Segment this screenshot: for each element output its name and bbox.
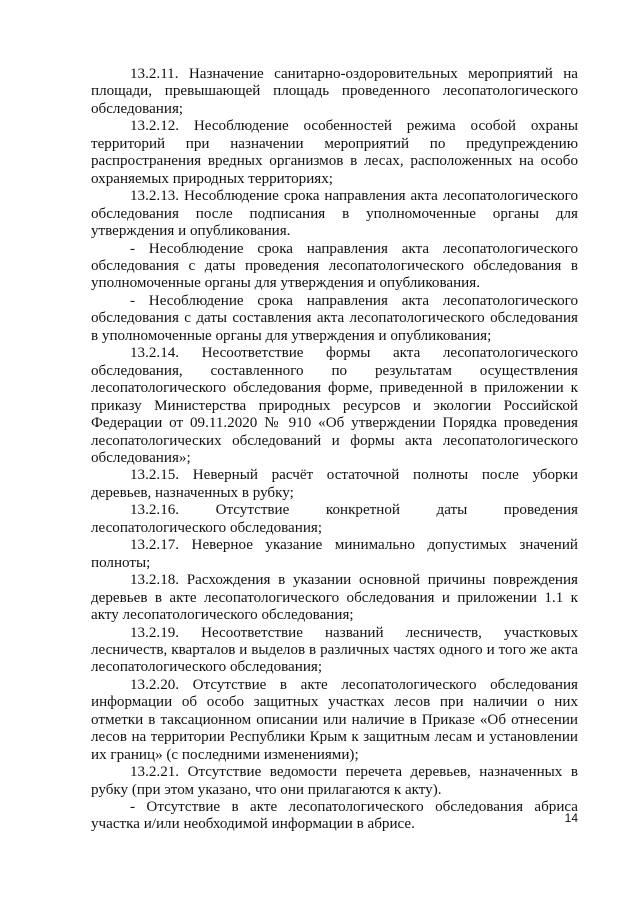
paragraph-13-2-19: 13.2.19. Несоответствие названий лесничеств, участковых лесничеств, кварталов и выделов в различных частях одного и того же акта лесопатологического обследования; (91, 624, 578, 676)
paragraph-13-2-15: 13.2.15. Неверный расчёт остаточной полноты после уборки деревьев, назначенных в рубку; (91, 467, 578, 501)
paragraph-13-2-16: 13.2.16. Отсутствие конкретной даты проведения лесопатологического обследования; (91, 502, 578, 536)
document-body (91, 66, 578, 834)
paragraph-13-2-18: 13.2.18. Расхождения в указании основной причины повреждения деревьев в акте лесопатологического обследования и приложении 1.1 к акту лесопатологического обследования; (91, 572, 578, 624)
paragraph-13-2-21: 13.2.21. Отсутствие ведомости перечета деревьев, назначенных в рубку (при этом указано, что они прилагаются к акту). (91, 764, 578, 798)
paragraph-13-2-20: 13.2.20. Отсутствие в акте лесопатологического обследования информации об особо защитных участках лесов при наличии о них отметки в таксационном описании или наличие в Приказе «Об отнесении лесов на территории Республики Крым к защитным лесам и установлении их границ» (с последними изменениями); (91, 676, 578, 763)
paragraph-13-2-11: 13.2.11. Назначение санитарно-оздоровительных мероприятий на площади, превышающей площадь проведенного лесопатологического обследования; (91, 66, 578, 117)
paragraph-13-2-17: 13.2.17. Неверное указание минимально допустимых значений полноты; (91, 537, 578, 571)
paragraph-13-2-13-dash-2: - Несоблюдение срока направления акта лесопатологического обследования с даты составления акта лесопатологического обследования в уполномоченные органы для утверждения и опубликования; (91, 292, 578, 344)
paragraph-13-2-21-dash: - Отсутствие в акте лесопатологического обследования абриса участка и/или необходимой информации в абрисе. (91, 799, 578, 833)
paragraph-13-2-12: 13.2.12. Несоблюдение особенностей режима особой охраны территорий при назначении мероприятий по предупреждению распространения вредных организмов в лесах, расположенных на особо охраняемых природных территориях; (91, 118, 578, 187)
paragraph-13-2-13-dash-1: - Несоблюдение срока направления акта лесопатологического обследования с даты проведения лесопатологического обследования в уполномоченные органы для утверждения и опубликования. (91, 240, 578, 292)
paragraph-13-2-14: 13.2.14. Несоответствие формы акта лесопатологического обследования, составленного по результатам осуществления лесопатологического обследования форме, приведенной в приложении к приказу Министерства природных ресурсов и экологии Российской Федерации от 09.11.2020 № 910 «Об утверждении Порядка проведения лесопатологических обследований и формы акта лесопатологического обследования»; (91, 345, 578, 466)
page-number: 14 (564, 811, 578, 825)
paragraph-13-2-13: 13.2.13. Несоблюдение срока направления акта лесопатологического обследования после подписания в уполномоченные органы для утверждения и опубликования. (91, 188, 578, 240)
